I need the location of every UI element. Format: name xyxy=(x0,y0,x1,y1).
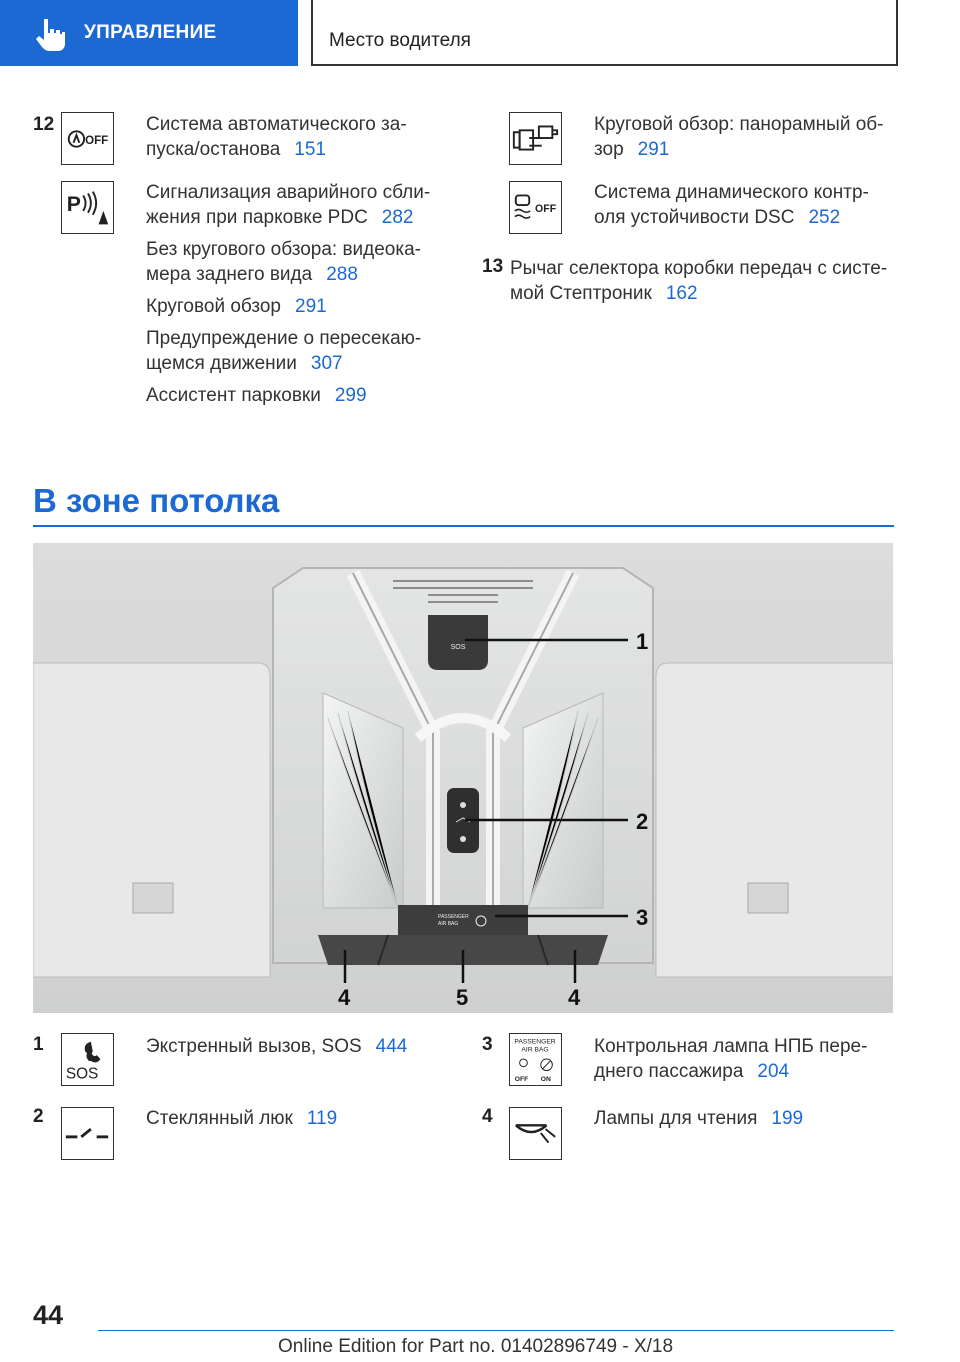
section-label: УПРАВЛЕНИЕ xyxy=(84,22,217,43)
item-number: 13 xyxy=(482,256,504,277)
entry-text: зор xyxy=(594,139,624,160)
sos-icon xyxy=(61,1033,114,1086)
section-title: В зоне потолка xyxy=(33,482,280,519)
callout-label: 2 xyxy=(636,809,649,834)
panorama-view-icon xyxy=(509,112,562,165)
dsc-off-icon xyxy=(509,181,562,234)
legend-entry-sos xyxy=(146,1034,407,1059)
hand-pointer-icon xyxy=(30,13,70,53)
page-link[interactable]: 291 xyxy=(637,139,670,160)
legend-number: 4 xyxy=(482,1106,493,1127)
entry-rear-camera xyxy=(146,237,421,287)
entry-text: Экстренный вызов, SOS xyxy=(146,1036,362,1057)
svg-text:P: P xyxy=(66,192,81,216)
entry-panorama-view xyxy=(594,112,884,162)
chapter-label: Место водителя xyxy=(329,30,471,51)
footer-text: Online Edition for Part no. 01402896749 - X/18 xyxy=(278,1336,674,1357)
entry-text: Контрольная лампа НПБ пере- xyxy=(594,1036,868,1057)
page-link[interactable]: 119 xyxy=(306,1108,338,1129)
page-link[interactable]: 288 xyxy=(326,264,358,285)
section-tab[interactable] xyxy=(0,0,298,66)
callout-label: 3 xyxy=(636,905,649,930)
airbag-photo-label: PASSENGER xyxy=(438,914,469,920)
page-link[interactable]: 252 xyxy=(808,207,841,228)
page-link[interactable]: 151 xyxy=(294,139,326,160)
page-link[interactable]: 291 xyxy=(295,296,327,317)
sos-icon-text: SOS xyxy=(65,1065,99,1083)
entry-text: Лампы для чтения xyxy=(594,1108,758,1129)
svg-text:OFF: OFF xyxy=(85,134,109,147)
page-link[interactable]: 299 xyxy=(334,385,367,406)
entry-text: Рычаг селектора коробки передач с систе- xyxy=(510,258,888,279)
entry-text: днего пассажира xyxy=(594,1061,744,1082)
entry-text: пуска/останова xyxy=(146,139,281,160)
legend-number: 3 xyxy=(482,1034,493,1055)
entry-text: жения при парковке PDC xyxy=(146,207,368,228)
entry-surround-view xyxy=(146,294,327,319)
page-link[interactable]: 444 xyxy=(375,1036,408,1057)
entry-cross-traffic xyxy=(146,326,421,376)
glass-roof-icon xyxy=(61,1107,114,1160)
legend-entry-reading-lamp xyxy=(594,1106,803,1131)
page-link[interactable]: 162 xyxy=(665,283,698,304)
legend-number: 1 xyxy=(33,1034,44,1055)
airbag-photo-label: AIR BAG xyxy=(438,921,459,927)
page-number: 44 xyxy=(33,1300,64,1330)
entry-parking-assistant xyxy=(146,383,367,408)
item-number: 12 xyxy=(33,114,55,135)
entry-text: Предупреждение о пересекаю- xyxy=(146,328,422,349)
page-link[interactable]: 307 xyxy=(310,353,343,374)
entry-text: щемся движении xyxy=(146,353,297,374)
entry-text: Без кругового обзора: видеока- xyxy=(146,239,421,260)
entry-text: мой Стептроник xyxy=(510,283,652,304)
ceiling-console-photo xyxy=(33,543,893,1013)
passenger-airbag-icon xyxy=(509,1033,562,1086)
entry-text: Сигнализация аварийного сбли- xyxy=(146,182,431,203)
entry-text: мера заднего вида xyxy=(146,264,313,285)
airbag-on-text: ON xyxy=(540,1076,551,1084)
airbag-icon-text: PASSENGER xyxy=(514,1038,556,1046)
page-link[interactable]: 204 xyxy=(757,1061,790,1082)
reading-lamp-icon xyxy=(509,1107,562,1160)
entry-dsc xyxy=(594,180,869,230)
entry-text: Система динамического контр- xyxy=(594,182,869,203)
sos-photo-label: SOS xyxy=(450,644,466,651)
entry-text: оля устойчивости DSC xyxy=(594,207,795,228)
callout-label: 4 xyxy=(568,985,581,1010)
entry-text: Круговой обзор: панорамный об- xyxy=(594,114,884,135)
chapter-header xyxy=(311,0,898,66)
entry-pdc xyxy=(146,180,430,230)
footer-divider xyxy=(98,1330,894,1331)
entry-text: Система автоматического за- xyxy=(146,114,407,135)
airbag-off-text: OFF xyxy=(514,1076,529,1084)
callout-label: 4 xyxy=(338,985,351,1010)
page-link[interactable]: 199 xyxy=(771,1108,804,1129)
svg-text:OFF: OFF xyxy=(535,202,557,215)
airbag-icon-text: AIR BAG xyxy=(521,1046,549,1054)
legend-number: 2 xyxy=(33,1106,44,1127)
entry-text: Стеклянный люк xyxy=(146,1108,293,1129)
section-divider xyxy=(33,525,894,527)
legend-entry-airbag xyxy=(594,1034,867,1084)
callout-label: 5 xyxy=(456,985,469,1010)
callout-label: 1 xyxy=(636,629,649,654)
entry-text: Круговой обзор xyxy=(146,296,282,317)
auto-start-stop-off-icon xyxy=(61,112,114,165)
entry-text: Ассистент парковки xyxy=(146,385,321,406)
entry-auto-start-stop xyxy=(146,112,407,162)
page-link[interactable]: 282 xyxy=(381,207,414,228)
legend-entry-glass-roof xyxy=(146,1106,337,1131)
entry-gear-selector xyxy=(510,256,887,306)
pdc-icon xyxy=(61,181,114,234)
